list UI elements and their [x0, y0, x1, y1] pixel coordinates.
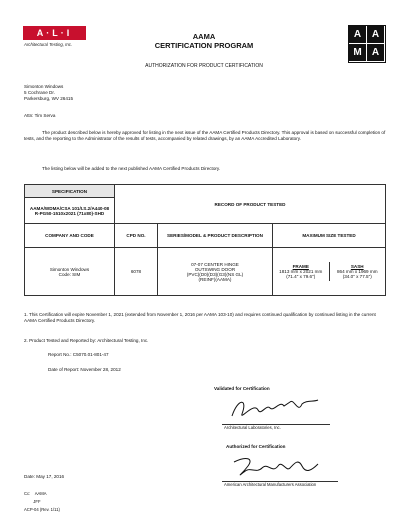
ali-tagline: Architectural Testing, Inc. [24, 42, 73, 47]
ali-logo: A·L·I [23, 26, 86, 40]
form-number: ACP-04 (Rev. 1/11) [24, 507, 60, 512]
authorized-by: American Architectural Manufacturers Association [224, 482, 317, 487]
aama-logo [348, 25, 386, 63]
frame-value: 1813 mm x 2021 mm (71.4" x 79.6") [279, 269, 323, 279]
validated-label: Validated for Certification [214, 386, 270, 391]
address-city: Parkersburg, WV 26415 [24, 96, 74, 101]
col-series: SERIES/MODEL & PRODUCT DESCRIPTION [158, 224, 273, 248]
approval-paragraph: The product described below is hereby approved for listing in the next issue of the AAMA Certified Products Directory. This approval is based on successful completion of tests, and the reporting to the Administrator of the results of tests, accompanied by related drawings, by an AAMA Accredited Laboratory. [24, 130, 386, 142]
aama-letter: A [367, 44, 384, 61]
validated-by: Architectural Laboratories, Inc. [224, 425, 281, 430]
org-title: AAMA [192, 32, 216, 41]
size-cell [273, 248, 386, 296]
authorizer-signature [228, 454, 323, 480]
authorized-label: Authorized for Certification [226, 444, 286, 449]
program-title: CERTIFICATION PROGRAM [154, 41, 254, 50]
col-company: COMPANY AND CODE [25, 224, 115, 248]
col-size: MAXIMUM SIZE TESTED [273, 224, 386, 248]
aama-letter: M [349, 44, 366, 61]
report-number: Report No.: C5070.01-801-47 [48, 352, 109, 357]
issue-date: Date: May 17, 2016 [24, 474, 65, 479]
col-cpd: CPD NO. [115, 224, 158, 248]
product-record-table [24, 184, 386, 296]
address-street: 5 Cochrane Dr. [24, 90, 55, 95]
report-date: Date of Report: November 28, 2012 [48, 367, 121, 372]
company-cell: Simonton Windows Code: SIM [25, 248, 115, 296]
cc-line-2: JFF [24, 499, 41, 504]
note-expiration: 1. This Certification will expire November 1, 2021 (extended from November 1, 2016 per AAMA 103-10) and requires continued qualification by continued listing in the current AAMA Certified Products Directory. [24, 312, 376, 324]
validator-signature [228, 396, 323, 424]
sash-value: 864 mm x 1969 mm (34.0" x 77.5") [336, 269, 378, 279]
address-company: Simonton Windows [24, 84, 64, 89]
spec-header: SPECIFICATION [25, 185, 115, 198]
sash-size [330, 262, 386, 281]
aama-letter: A [367, 26, 384, 43]
attention-line: Attn: Tim Serva [24, 113, 56, 118]
address-block [24, 84, 73, 102]
cpd-cell: 6078 [115, 248, 158, 296]
listing-paragraph: The listing below will be added to the next published AAMA Certified Products Directory. [42, 166, 221, 171]
series-cell: 07-07 CENTER HINGE OUTSWING DOOR (PVC)(D0)(D3)(G3)(NS GL) (REINF)(AAMA) [158, 248, 273, 296]
page-subtitle: AUTHORIZATION FOR PRODUCT CERTIFICATION [145, 63, 263, 69]
frame-label: FRAME [292, 264, 309, 269]
sash-label: SASH [350, 264, 364, 269]
spec-value: AAMA/WDMA/CSA 101/I.S.2/A440-08 R-PG50-1510x2021 (71x80)-SHD [25, 198, 115, 224]
cc-line-1: Cc: AAMA [24, 491, 47, 496]
aama-letter: A [349, 26, 366, 43]
record-header: RECORD OF PRODUCT TESTED [115, 185, 386, 224]
frame-size [273, 262, 330, 281]
note-tested-by: 2. Product Tested and Reported by: Architectural Testing, Inc. [24, 338, 149, 343]
